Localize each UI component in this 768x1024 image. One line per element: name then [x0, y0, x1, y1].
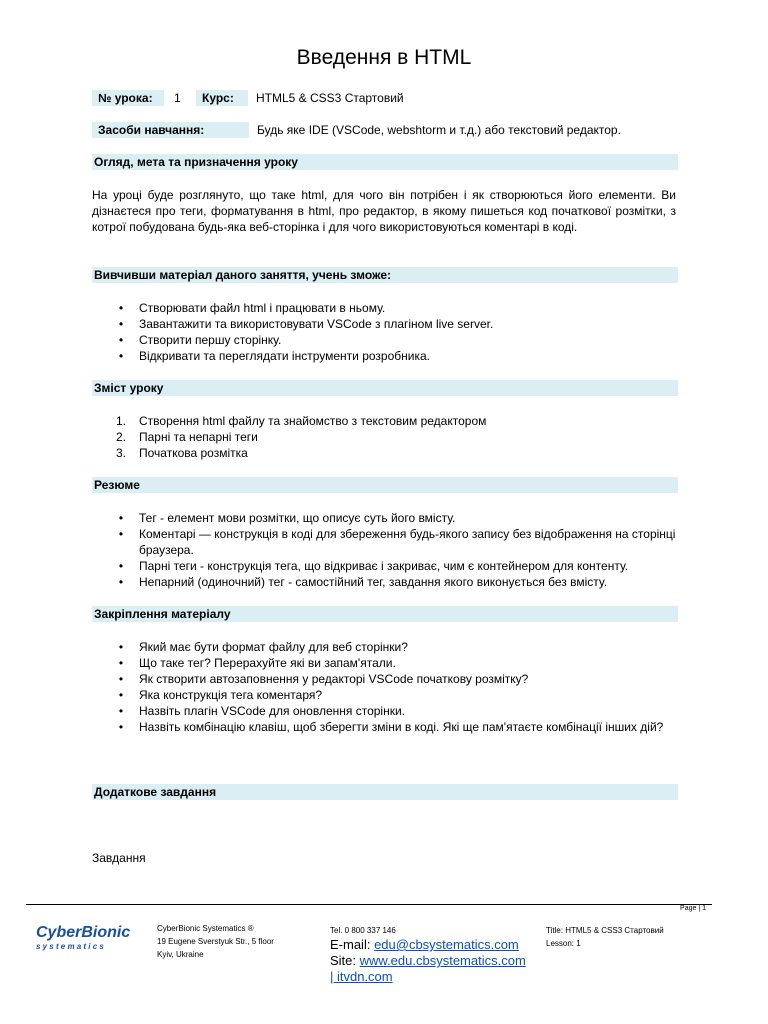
list-item: 3. Початкова розмітка — [116, 446, 248, 460]
bullet-icon: • — [118, 511, 124, 525]
address-line-2: Kyiv, Ukraine — [157, 950, 204, 959]
contact-block — [330, 924, 526, 985]
logo-wordmark: CyberBionic — [36, 924, 131, 941]
footer-title: Title: HTML5 & CSS3 Стартовий — [546, 926, 664, 935]
outcomes-list — [92, 300, 678, 364]
bullet-icon: • — [118, 720, 124, 734]
list-item: • Парні теги - конструкція тега, що відкриває і закриває, чим є контейнером для контенту. — [92, 558, 678, 574]
bullet-icon: • — [118, 317, 124, 331]
list-item: • Назвіть комбінацію клавіш, щоб зберегти зміни в коді. Які ще пам'ятаєте комбінації інших дій? — [92, 719, 678, 735]
list-item: • Який має бути формат файлу для веб сторінки? — [92, 639, 678, 655]
summary-heading: Резюме — [92, 477, 678, 493]
logo-subtitle: systematics — [36, 942, 107, 951]
address-line-1: 19 Eugene Sverstyuk Str., 5 floor — [157, 937, 274, 946]
overview-text: На уроці буде розглянуто, що таке html, для чого він потрібен і як створюються його елементи. Ви дізнаєтеся про теги, форматування в html, про редактор, в якому пишеться код початкової розмітки, з котрої побудована будь-яка веб-сторінка і для чого використовуються коментарі в коді. — [92, 188, 676, 234]
list-item: • Тег - елемент мови розмітки, що описує суть його вмісту. — [92, 510, 678, 526]
itvdn-link[interactable]: | itvdn.com — [330, 969, 393, 984]
bullet-icon: • — [118, 301, 124, 315]
phone-number: Tel. 0 800 337 146 — [330, 926, 396, 935]
document-info — [546, 924, 664, 950]
list-item: • Створити першу сторінку. — [92, 332, 678, 348]
bullet-icon: • — [118, 688, 124, 702]
list-item: 2. Парні та непарні теги — [116, 430, 258, 444]
bullet-icon: • — [118, 575, 124, 589]
company-name: CyberBionic Systematics ® — [157, 924, 254, 933]
list-item: • Назвіть плагін VSCode для оновлення сторінки. — [92, 703, 678, 719]
task-label: Завдання — [92, 851, 146, 865]
bullet-icon: • — [118, 704, 124, 718]
bullet-icon: • — [118, 559, 124, 573]
tools-meta-row — [92, 122, 621, 138]
list-item: • Відкривати та переглядати інструменти розробника. — [92, 348, 678, 364]
review-list — [92, 639, 678, 735]
list-item: • Як створити автозаповнення у редакторі VSCode початкову розмітку? — [92, 671, 678, 687]
email-line: E-mail: edu@cbsystematics.com — [330, 937, 519, 952]
course-value: HTML5 & CSS3 Стартовий — [256, 91, 404, 105]
outcomes-heading: Вивчивши матеріал даного заняття, учень зможе: — [92, 267, 678, 283]
list-item: • Непарний (одиночний) тег - самостійний тег, завдання якого виконується без вмісту. — [92, 574, 678, 590]
tools-value: Будь яке IDE (VSCode, webshtorm и т.д.) або текстовий редактор. — [257, 123, 621, 137]
footer-divider — [26, 904, 712, 905]
tools-label: Засоби навчання: — [92, 122, 249, 138]
email-link[interactable]: edu@cbsystematics.com — [374, 937, 519, 952]
lesson-number-label: № урока: — [92, 90, 164, 106]
bullet-icon: • — [118, 527, 124, 541]
contents-heading: Зміст уроку — [92, 380, 678, 396]
bullet-icon: • — [118, 349, 124, 363]
list-item: • Завантажити та використовувати VSCode з плагіном live server. — [92, 316, 678, 332]
overview-heading: Огляд, мета та призначення уроку — [92, 154, 678, 170]
list-item: • Яка конструкція тега коментаря? — [92, 687, 678, 703]
site-line-2 — [330, 969, 526, 985]
lesson-number-value: 1 — [174, 91, 181, 105]
list-item: • Коментарі — конструкція в коді для збереження будь-якого запису без відображення на сторінці браузера. — [92, 526, 678, 558]
contents-list — [92, 413, 678, 461]
course-label: Курс: — [196, 90, 248, 106]
list-item: • Що таке тег? Перерахуйте які ви запам'ятали. — [92, 655, 678, 671]
list-item: • Створювати файл html і працювати в ньому. — [92, 300, 678, 316]
bullet-icon: • — [118, 672, 124, 686]
page-number: Page | 1 — [680, 905, 706, 912]
site-link[interactable]: www.edu.cbsystematics.com — [359, 953, 526, 968]
bullet-icon: • — [118, 333, 124, 347]
document-title: Введення в HTML — [296, 46, 472, 69]
cyberbionic-logo — [36, 924, 140, 951]
list-item: 1. Створення html файлу та знайомство з текстовим редактором — [116, 414, 487, 428]
company-address — [157, 922, 274, 961]
footer-lesson: Lesson: 1 — [546, 939, 581, 948]
review-heading: Закріплення матеріалу — [92, 606, 678, 622]
extra-task-heading: Додаткове завдання — [92, 784, 678, 800]
summary-list — [92, 510, 678, 590]
bullet-icon: • — [118, 656, 124, 670]
site-line: Site: www.edu.cbsystematics.com — [330, 953, 526, 968]
bullet-icon: • — [118, 640, 124, 654]
lesson-meta-row — [92, 90, 404, 106]
